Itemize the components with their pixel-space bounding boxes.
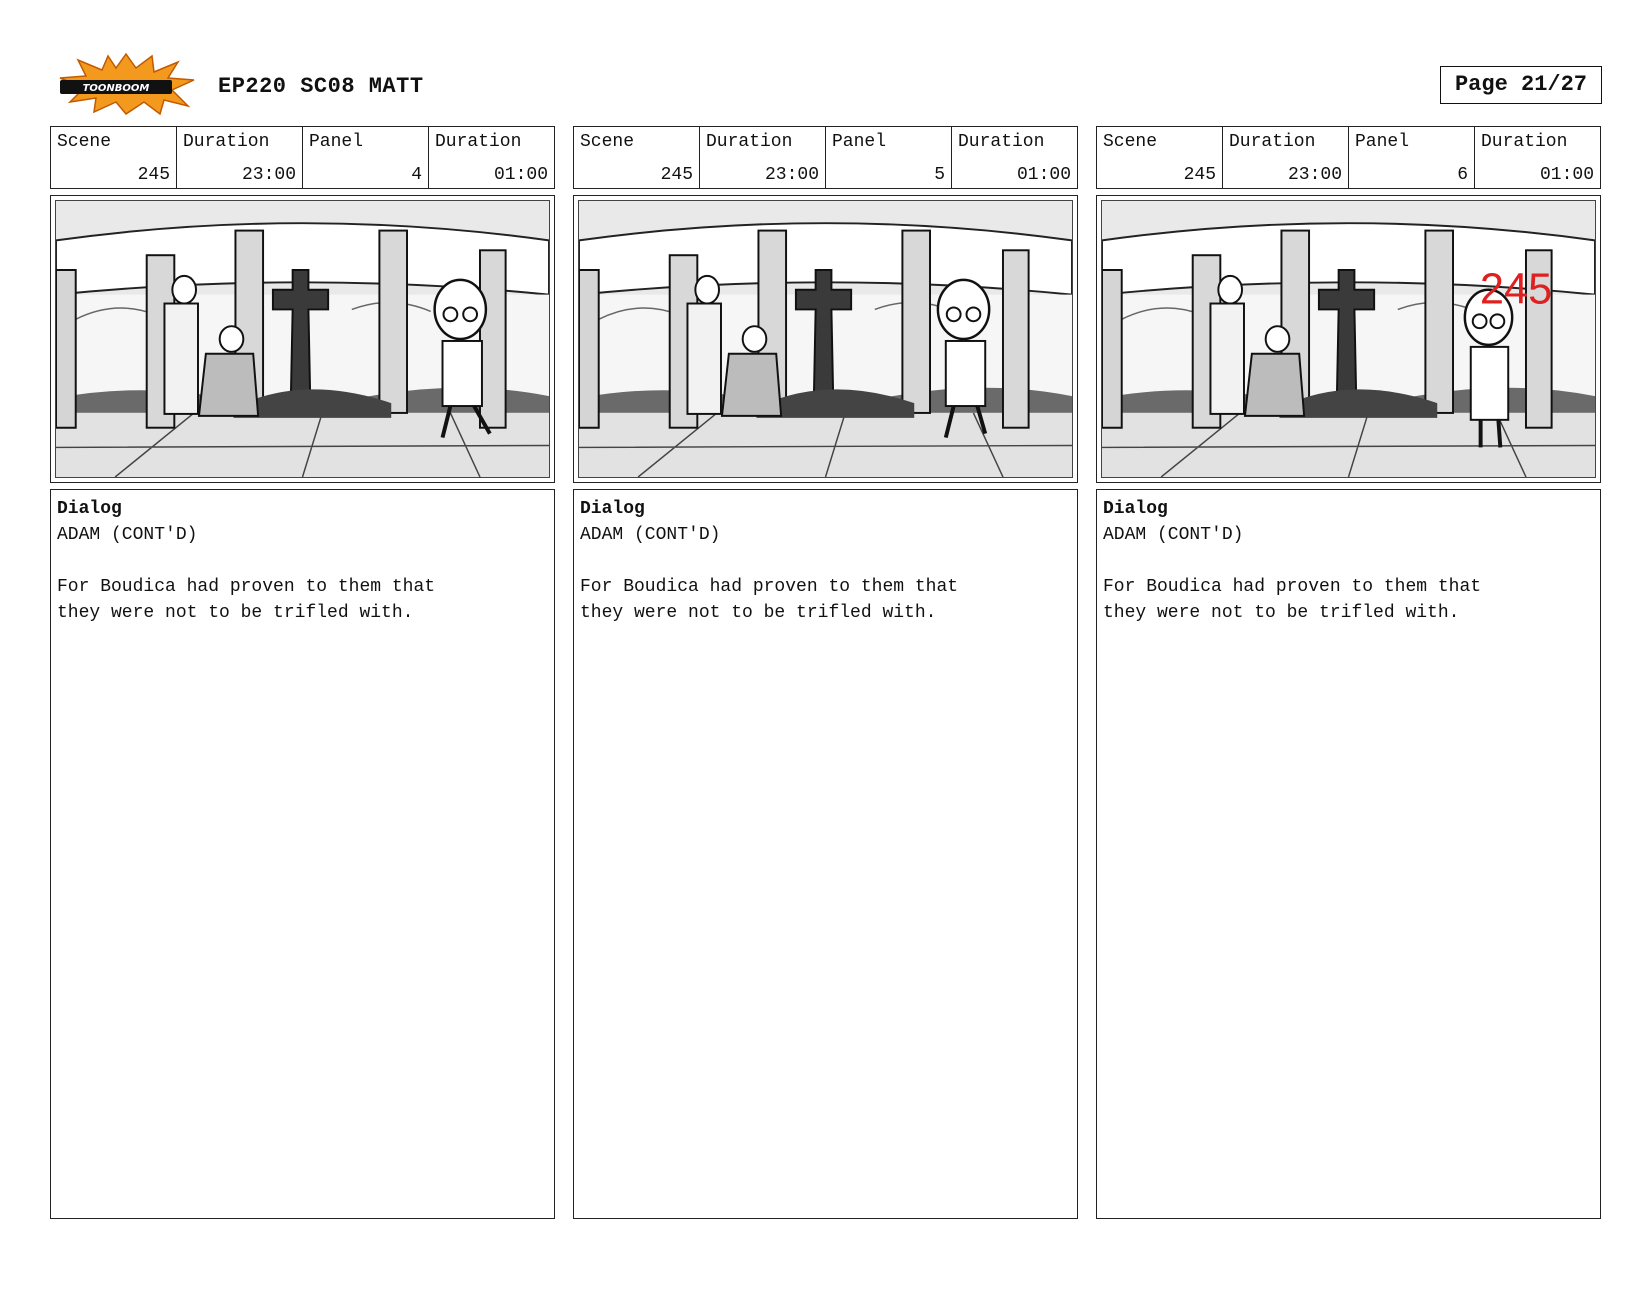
duration-label: Duration — [1229, 132, 1316, 152]
scene-value: 245 — [137, 165, 170, 185]
scene-duration-value: 23:00 — [1287, 165, 1342, 185]
duration-label: Duration — [958, 132, 1045, 152]
dialog-label: Dialog — [57, 499, 122, 519]
panel-duration-value: 01:00 — [493, 165, 548, 185]
storyboard-panel-column — [573, 126, 1078, 1219]
panel-info-table — [573, 126, 1078, 189]
panel-duration-cell — [428, 127, 554, 188]
scene-duration-value: 23:00 — [764, 165, 819, 185]
scene-duration-cell — [699, 127, 825, 188]
panel-value: 5 — [934, 165, 945, 185]
scene-cell — [1097, 127, 1222, 188]
panel-label: Panel — [1355, 132, 1410, 152]
dialog-box — [1096, 489, 1601, 1219]
panel-info-table — [50, 126, 555, 189]
panel-cell — [825, 127, 951, 188]
logo-text: TOONBOOM — [82, 83, 150, 94]
duration-label: Duration — [183, 132, 270, 152]
dialog-line: For Boudica had proven to them that — [1103, 577, 1482, 597]
dialog-speaker: ADAM (CONT'D) — [580, 525, 721, 545]
dialog-line: For Boudica had proven to them that — [580, 577, 959, 597]
panel-frame — [573, 195, 1078, 483]
dialog-label: Dialog — [580, 499, 645, 519]
scene-cell — [51, 127, 176, 188]
scene-value: 245 — [1183, 165, 1216, 185]
panel-label: Panel — [309, 132, 364, 152]
scene-duration-cell — [1222, 127, 1348, 188]
panel-frame — [1096, 195, 1601, 483]
panel-duration-cell — [951, 127, 1077, 188]
panel-value: 6 — [1457, 165, 1468, 185]
dialog-label: Dialog — [1103, 499, 1168, 519]
panel-cell — [1348, 127, 1474, 188]
dialog-speaker: ADAM (CONT'D) — [1103, 525, 1244, 545]
scene-label: Scene — [1103, 132, 1158, 152]
panel-cell — [302, 127, 428, 188]
scene-duration-cell — [176, 127, 302, 188]
dialog-line: they were not to be trifled with. — [57, 603, 414, 623]
duration-label: Duration — [435, 132, 522, 152]
dialog-box — [573, 489, 1078, 1219]
panel-duration-value: 01:00 — [1539, 165, 1594, 185]
toonboom-logo — [56, 52, 196, 116]
page-indicator: Page 21/27 — [1440, 66, 1602, 104]
sketch-image — [1101, 200, 1596, 478]
project-title: EP220 SC08 MATT — [218, 74, 424, 99]
panel-value: 4 — [411, 165, 422, 185]
panel-frame — [50, 195, 555, 483]
panel-info-table — [1096, 126, 1601, 189]
duration-label: Duration — [706, 132, 793, 152]
dialog-line: For Boudica had proven to them that — [57, 577, 436, 597]
dialog-speaker: ADAM (CONT'D) — [57, 525, 198, 545]
dialog-line: they were not to be trifled with. — [580, 603, 937, 623]
sketch-image — [55, 200, 550, 478]
scene-cell — [574, 127, 699, 188]
frame-overlay-text: 245 — [1479, 265, 1553, 314]
dialog-box — [50, 489, 555, 1219]
storyboard-panel-column — [50, 126, 555, 1219]
panel-duration-cell — [1474, 127, 1600, 188]
scene-value: 245 — [660, 165, 693, 185]
scene-label: Scene — [580, 132, 635, 152]
dialog-line: they were not to be trifled with. — [1103, 603, 1460, 623]
scene-label: Scene — [57, 132, 112, 152]
duration-label: Duration — [1481, 132, 1568, 152]
sketch-image — [578, 200, 1073, 478]
panel-label: Panel — [832, 132, 887, 152]
panel-duration-value: 01:00 — [1016, 165, 1071, 185]
storyboard-panel-column — [1096, 126, 1601, 1219]
scene-duration-value: 23:00 — [241, 165, 296, 185]
